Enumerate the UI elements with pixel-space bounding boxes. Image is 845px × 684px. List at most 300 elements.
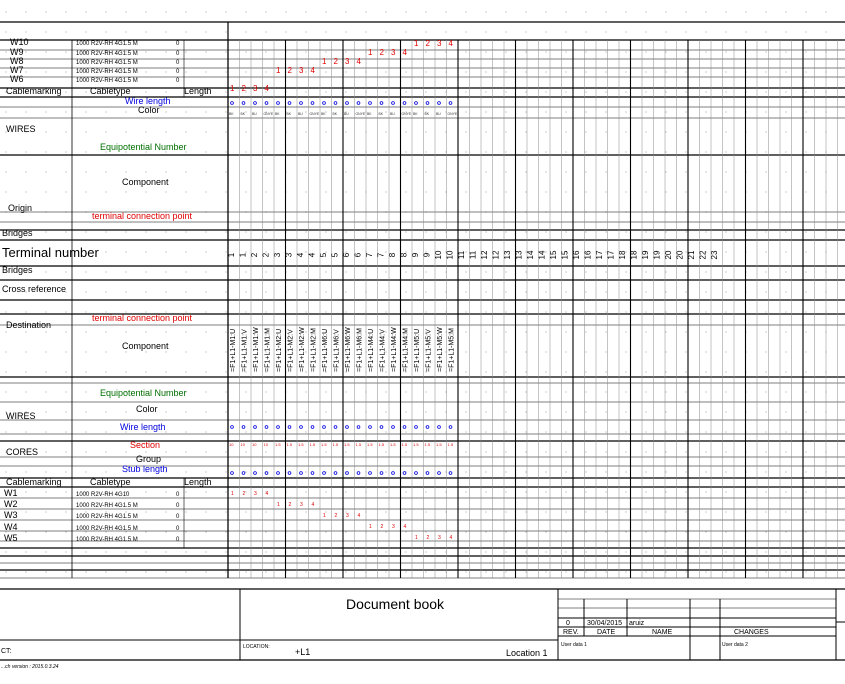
- grid-dot: [626, 232, 627, 233]
- grid-dot: [806, 92, 807, 93]
- top-cable-type: 1000 R2V-RH 4G1.5 M: [76, 51, 138, 57]
- terminal-number[interactable]: 11: [468, 250, 478, 260]
- top-wire-length-marker: [369, 102, 372, 105]
- grid-dot: [86, 132, 87, 133]
- grid-dot: [326, 232, 327, 233]
- grid-dot: [706, 312, 707, 313]
- bottom-equip-label: Equipotential Number: [100, 388, 187, 398]
- terminal-number[interactable]: 5: [330, 252, 340, 258]
- grid-dot: [506, 192, 507, 193]
- grid-dot: [646, 152, 647, 153]
- section-value: 1.5: [401, 442, 408, 447]
- grid-dot: [46, 272, 47, 273]
- grid-dot: [786, 152, 787, 153]
- top-bridges-label: Bridges: [2, 228, 33, 238]
- terminal-number[interactable]: 10: [434, 250, 443, 260]
- terminal-number[interactable]: 1: [238, 252, 248, 258]
- bottom-cable-mark[interactable]: W2: [4, 499, 18, 509]
- top-core-number: 1: [414, 39, 419, 48]
- grid-dot: [226, 12, 227, 13]
- grid-dot: [226, 372, 227, 373]
- grid-dot: [106, 472, 107, 473]
- grid-dot: [626, 532, 627, 533]
- dest-component[interactable]: =F1+L1-M5:V: [425, 329, 433, 372]
- grid-dot: [686, 92, 687, 93]
- dest-component[interactable]: =F1+L1-M6:M: [356, 328, 364, 372]
- terminal-number[interactable]: 7: [365, 252, 374, 258]
- terminal-number[interactable]: 2: [261, 252, 271, 258]
- user-data-2: User data 2: [722, 642, 748, 648]
- dest-component[interactable]: =F1+L1-M6:V: [333, 329, 341, 372]
- top-core-number: 4: [264, 84, 269, 93]
- middle-labels: [2, 245, 193, 351]
- terminal-number[interactable]: 8: [388, 252, 397, 258]
- grid-dot: [166, 412, 167, 413]
- grid-dot: [86, 472, 87, 473]
- terminal-number[interactable]: 14: [537, 250, 547, 260]
- grid-dot: [606, 372, 607, 373]
- grid-dot: [706, 232, 707, 233]
- top-wire-length-marker: [403, 102, 406, 105]
- top-hdr-len: Length: [184, 86, 212, 96]
- dest-component[interactable]: =F1+L1-M2:W: [299, 327, 306, 372]
- grid-dot: [106, 292, 107, 293]
- terminal-number[interactable]: 22: [698, 250, 708, 260]
- grid-dot: [686, 112, 687, 113]
- grid-dot: [806, 332, 807, 333]
- grid-dot: [46, 452, 47, 453]
- terminal-number[interactable]: 7: [376, 252, 386, 258]
- dest-component[interactable]: =F1+L1-M1:M: [264, 328, 272, 372]
- top-hdr-mark: Cablemarking: [6, 86, 62, 96]
- grid-dot: [126, 512, 127, 513]
- dest-component[interactable]: =F1+L1-M1:U: [230, 328, 237, 372]
- grid-dot: [226, 72, 227, 73]
- grid-dot: [566, 172, 567, 173]
- grid-dot: [6, 372, 7, 373]
- grid-dot: [486, 92, 487, 93]
- grid-dot: [546, 392, 547, 393]
- grid-dot: [766, 32, 767, 33]
- grid-dot: [506, 292, 507, 293]
- terminal-number[interactable]: 18: [618, 250, 627, 260]
- bottom-wire-length-label: Wire length: [120, 422, 166, 432]
- grid-dot: [666, 352, 667, 353]
- grid-dot: [306, 452, 307, 453]
- terminal-number[interactable]: 12: [480, 250, 489, 260]
- grid-dot: [326, 572, 327, 573]
- grid-dot: [766, 72, 767, 73]
- grid-dot: [46, 312, 47, 313]
- grid-dot: [546, 352, 547, 353]
- grid-dot: [606, 492, 607, 493]
- grid-dot: [666, 272, 667, 273]
- terminal-number[interactable]: 4: [296, 252, 305, 258]
- grid-dot: [306, 192, 307, 193]
- grid-dot: [666, 32, 667, 33]
- grid-dot: [406, 512, 407, 513]
- stub-length-marker: [311, 472, 314, 475]
- top-cable-mark[interactable]: W9: [10, 47, 24, 57]
- software-version: ...ch version : 2015.0.3.24: [1, 664, 59, 670]
- grid-dot: [786, 12, 787, 13]
- grid-dot: [546, 492, 547, 493]
- grid-dot: [246, 132, 247, 133]
- grid-dot: [266, 412, 267, 413]
- terminal-number[interactable]: 23: [710, 250, 719, 260]
- terminal-number[interactable]: 13: [514, 250, 524, 260]
- grid-dot: [526, 232, 527, 233]
- grid-dot: [66, 332, 67, 333]
- grid-dot: [426, 452, 427, 453]
- terminal-number[interactable]: 5: [319, 252, 328, 258]
- grid-dot: [386, 172, 387, 173]
- grid-dot: [466, 32, 467, 33]
- grid-dot: [146, 352, 147, 353]
- top-cable-mark[interactable]: W7: [10, 65, 24, 75]
- grid-dot: [106, 552, 107, 553]
- grid-dot: [106, 372, 107, 373]
- top-core-number: 3: [391, 48, 396, 57]
- grid-dot: [506, 532, 507, 533]
- grid-dot: [226, 412, 227, 413]
- top-wire-color: BK: [229, 112, 234, 116]
- terminal-number[interactable]: 4: [307, 252, 317, 258]
- grid-dot: [506, 312, 507, 313]
- grid-dot: [106, 452, 107, 453]
- dest-component[interactable]: =F1+L1-M6:W: [345, 327, 352, 372]
- grid-dot: [546, 152, 547, 153]
- grid-dot: [566, 372, 567, 373]
- grid-dot: [86, 152, 87, 153]
- grid-dot: [306, 512, 307, 513]
- bottom-core-number: 4: [311, 502, 315, 508]
- grid-dot: [526, 12, 527, 13]
- grid-dot: [726, 232, 727, 233]
- grid-dot: [66, 552, 67, 553]
- grid-dot: [206, 532, 207, 533]
- grid-dot: [586, 532, 587, 533]
- grid-dot: [206, 12, 207, 13]
- grid-dot: [306, 532, 307, 533]
- grid-dot: [486, 392, 487, 393]
- grid-dot: [806, 132, 807, 133]
- grid-dot: [406, 392, 407, 393]
- terminal-number[interactable]: 13: [503, 250, 512, 260]
- grid-dot: [166, 32, 167, 33]
- grid-dot: [426, 152, 427, 153]
- dest-component-label: Component: [122, 341, 169, 351]
- dest-component[interactable]: =F1+L1-M5:U: [414, 328, 421, 372]
- grid-dot: [686, 492, 687, 493]
- grid-dot: [306, 272, 307, 273]
- terminal-number[interactable]: 19: [641, 250, 650, 260]
- terminal-number[interactable]: 10: [445, 250, 455, 260]
- grid-dot: [626, 312, 627, 313]
- title-block: [0, 589, 845, 670]
- bottom-cable-mark[interactable]: W4: [4, 522, 18, 532]
- grid-dot: [386, 312, 387, 313]
- terminal-number[interactable]: 16: [572, 250, 581, 260]
- terminal-number[interactable]: 17: [595, 250, 604, 260]
- grid-dot: [486, 112, 487, 113]
- grid-dot: [86, 232, 87, 233]
- grid-dot: [446, 12, 447, 13]
- grid-dot: [346, 32, 347, 33]
- grid-dot: [146, 72, 147, 73]
- top-cable-len: 0: [176, 51, 180, 57]
- grid-dot: [146, 372, 147, 373]
- grid-dot: [346, 412, 347, 413]
- grid-dot: [506, 452, 507, 453]
- grid-dot: [46, 172, 47, 173]
- grid-dot: [786, 552, 787, 553]
- top-core-number: 4: [402, 48, 407, 57]
- terminal-number[interactable]: 6: [353, 252, 363, 258]
- dest-component[interactable]: =F1+L1-M4:V: [379, 329, 387, 372]
- dest-component[interactable]: =F1+L1-M2:V: [287, 329, 295, 372]
- stub-length-marker: [288, 472, 291, 475]
- grid-dot: [606, 132, 607, 133]
- grid-dot: [806, 352, 807, 353]
- stub-length-marker: [323, 472, 326, 475]
- grid-dot: [806, 292, 807, 293]
- grid-dot: [246, 12, 247, 13]
- dest-component[interactable]: =F1+L1-M4:M: [402, 328, 410, 372]
- grid-dot: [686, 412, 687, 413]
- grid-dot: [586, 272, 587, 273]
- terminal-number[interactable]: 8: [399, 252, 409, 258]
- grid-dot: [706, 72, 707, 73]
- stub-length-marker: [426, 472, 429, 475]
- grid-dot: [46, 232, 47, 233]
- terminal-number[interactable]: 14: [526, 250, 535, 260]
- grid-dot: [626, 292, 627, 293]
- dest-component[interactable]: =F1+L1-M5:W: [437, 327, 444, 372]
- terminal-number[interactable]: 16: [583, 250, 593, 260]
- grid-dot: [566, 452, 567, 453]
- grid-dot: [666, 192, 667, 193]
- terminal-number[interactable]: 15: [560, 250, 570, 260]
- grid-dot: [466, 392, 467, 393]
- grid-dot: [46, 72, 47, 73]
- grid-dot: [226, 152, 227, 153]
- terminal-number[interactable]: 2: [250, 252, 259, 258]
- dest-component[interactable]: =F1+L1-M5:M: [448, 328, 456, 372]
- grid-dot: [686, 472, 687, 473]
- grid-dot: [746, 32, 747, 33]
- grid-dot: [266, 552, 267, 553]
- grid-dot: [186, 552, 187, 553]
- grid-dot: [686, 532, 687, 533]
- grid-dot: [766, 472, 767, 473]
- grid-dot: [166, 332, 167, 333]
- terminal-number[interactable]: 9: [411, 252, 420, 258]
- grid-dot: [66, 392, 67, 393]
- grid-dot: [206, 452, 207, 453]
- grid-dot: [506, 232, 507, 233]
- terminal-number[interactable]: 20: [664, 250, 673, 260]
- grid-dot: [646, 272, 647, 273]
- grid-dot: [186, 572, 187, 573]
- grid-dot: [466, 512, 467, 513]
- grid-dot: [586, 172, 587, 173]
- grid-dot: [246, 432, 247, 433]
- section-value: 10: [229, 442, 234, 447]
- terminal-number[interactable]: 9: [422, 252, 432, 258]
- grid-dot: [46, 352, 47, 353]
- dest-component[interactable]: =F1+L1-M6:U: [322, 328, 329, 372]
- grid-dot: [6, 152, 7, 153]
- grid-dot: [526, 172, 527, 173]
- grid-dot: [326, 112, 327, 113]
- grid-dot: [426, 412, 427, 413]
- terminal-number[interactable]: 12: [491, 250, 501, 260]
- grid-dot: [126, 332, 127, 333]
- grid-dot: [526, 132, 527, 133]
- grid-dot: [466, 552, 467, 553]
- grid-dot: [146, 272, 147, 273]
- grid-dot: [686, 312, 687, 313]
- top-core-number: 4: [448, 39, 453, 48]
- grid-dot: [486, 172, 487, 173]
- grid-dot: [526, 432, 527, 433]
- grid-dot: [726, 392, 727, 393]
- top-wire-length-marker: [357, 102, 360, 105]
- terminal-number[interactable]: 15: [549, 250, 558, 260]
- grid-dot: [726, 512, 727, 513]
- bottom-wire-length-marker: [254, 426, 257, 429]
- bottom-core-number: 2: [380, 524, 384, 530]
- terminal-number[interactable]: 21: [687, 250, 696, 260]
- top-wire-length-marker: [380, 102, 383, 105]
- grid-dot: [406, 412, 407, 413]
- terminal-number[interactable]: 6: [342, 252, 351, 258]
- bottom-hdr-len: Length: [184, 477, 212, 487]
- cross-reference-label: Cross reference: [2, 284, 67, 294]
- grid-dot: [566, 572, 567, 573]
- dest-component[interactable]: =F1+L1-M1:V: [241, 329, 249, 372]
- bottom-core-number: 4: [449, 535, 453, 541]
- top-cable-table: [2, 37, 212, 238]
- bottom-core-number: 3: [438, 535, 441, 541]
- grid-dot: [486, 132, 487, 133]
- grid-dot: [786, 312, 787, 313]
- bottom-cable-mark[interactable]: W1: [4, 488, 18, 498]
- grid-dot: [266, 132, 267, 133]
- grid-dot: [666, 392, 667, 393]
- terminal-number[interactable]: 3: [284, 252, 294, 258]
- grid-dot: [666, 72, 667, 73]
- top-core-number: 3: [299, 66, 304, 75]
- terminal-number[interactable]: 17: [606, 250, 616, 260]
- grid-dot: [326, 552, 327, 553]
- grid-dot: [186, 292, 187, 293]
- dest-component[interactable]: =F1+L1-M4:U: [368, 328, 375, 372]
- grid-dot: [166, 172, 167, 173]
- bottom-color-label: Color: [136, 404, 158, 414]
- terminal-number[interactable]: 19: [652, 250, 662, 260]
- grid-dot: [466, 312, 467, 313]
- top-core-number: 2: [333, 57, 338, 66]
- top-wire-color: BK: [413, 112, 418, 116]
- dest-component[interactable]: =F1+L1-M2:U: [276, 328, 283, 372]
- grid-dot: [806, 52, 807, 53]
- grid-dot: [346, 492, 347, 493]
- grid-dot: [366, 12, 367, 13]
- grid-dot: [686, 572, 687, 573]
- terminal-number[interactable]: 20: [675, 250, 685, 260]
- grid-dot: [346, 132, 347, 133]
- grid-dot: [566, 272, 567, 273]
- grid-dot: [726, 332, 727, 333]
- grid-dot: [706, 192, 707, 193]
- grid-dot: [26, 492, 27, 493]
- grid-dot: [686, 232, 687, 233]
- grid-dot: [486, 332, 487, 333]
- stub-length-marker: [403, 472, 406, 475]
- grid-dot: [26, 392, 27, 393]
- grid-dot: [246, 572, 247, 573]
- top-cable-mark[interactable]: W6: [10, 74, 24, 84]
- grid-dot: [386, 492, 387, 493]
- bottom-cable-len: 0: [176, 526, 180, 532]
- grid-dot: [766, 132, 767, 133]
- top-cable-mark[interactable]: W10: [10, 37, 29, 47]
- grid-dot: [806, 472, 807, 473]
- bottom-wire-length-marker: [277, 426, 280, 429]
- terminal-number[interactable]: 3: [273, 252, 282, 258]
- grid-dot: [546, 372, 547, 373]
- bottom-cable-mark[interactable]: W3: [4, 510, 18, 520]
- grid-dot: [586, 432, 587, 433]
- grid-dot: [486, 452, 487, 453]
- grid-dot: [506, 32, 507, 33]
- grid-dot: [406, 72, 407, 73]
- grid-dot: [606, 412, 607, 413]
- grid-dot: [626, 412, 627, 413]
- grid-dot: [726, 72, 727, 73]
- grid-dot: [446, 32, 447, 33]
- grid-dot: [186, 352, 187, 353]
- grid-dot: [226, 292, 227, 293]
- terminal-number[interactable]: 11: [457, 250, 466, 260]
- grid-dot: [266, 252, 267, 253]
- dest-component[interactable]: =F1+L1-M4:W: [391, 327, 398, 372]
- terminal-number[interactable]: 18: [629, 250, 639, 260]
- grid-dot: [686, 372, 687, 373]
- grid-dot: [686, 512, 687, 513]
- grid-dot: [146, 572, 147, 573]
- bottom-cable-mark[interactable]: W5: [4, 533, 18, 543]
- grid-dot: [726, 92, 727, 93]
- grid-dot: [786, 492, 787, 493]
- grid-dot: [426, 392, 427, 393]
- grid-dot: [586, 12, 587, 13]
- grid-dot: [546, 72, 547, 73]
- terminal-number[interactable]: 1: [227, 252, 236, 258]
- grid-dot: [766, 172, 767, 173]
- top-cable-mark[interactable]: W8: [10, 56, 24, 66]
- dest-component[interactable]: =F1+L1-M2:M: [310, 328, 318, 372]
- grid-dot: [166, 92, 167, 93]
- dest-component[interactable]: =F1+L1-M1:W: [253, 327, 260, 372]
- bottom-cable-type: 1000 R2V-RH 4G1.5 M: [76, 526, 138, 532]
- bottom-core-number: 1: [415, 535, 418, 541]
- grid-dot: [606, 272, 607, 273]
- section-value: 1.5: [390, 442, 396, 447]
- section-value: 10: [240, 442, 245, 447]
